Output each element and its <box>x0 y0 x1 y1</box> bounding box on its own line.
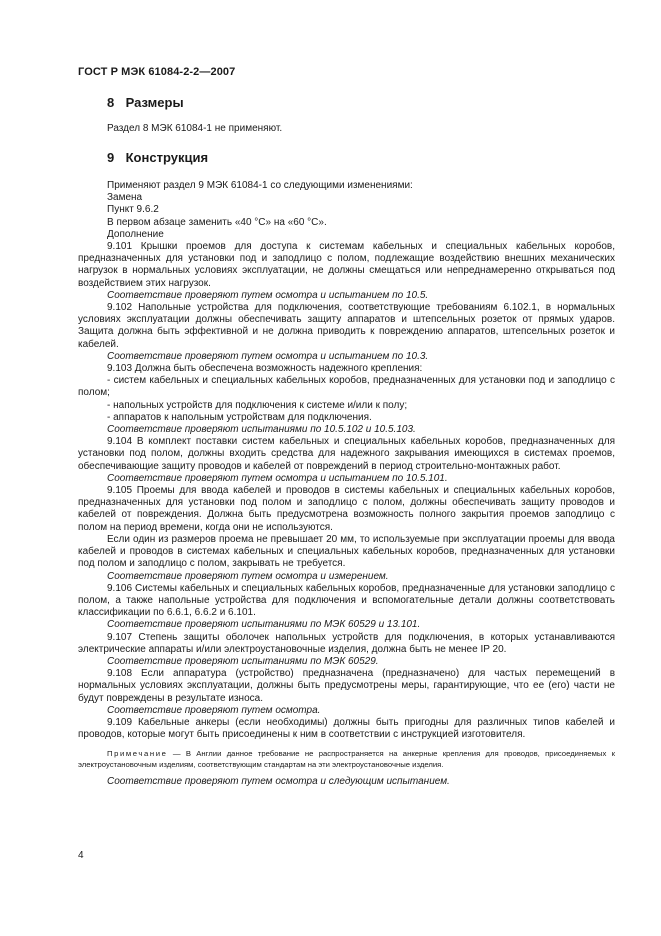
compliance-9-107: Соответствие проверяют испытаниями по МЭК 60529. <box>107 655 379 667</box>
intro-line: В первом абзаце заменить «40 °С» на «60 °С». <box>107 216 327 228</box>
section-9-number: 9 <box>107 150 115 165</box>
clause-9-106: 9.106 Системы кабельных и специальных кабельных коробов, предназначенные для установки заподлицо с полом, а также напольные устройства для подключения и вспомогательные детали должны соответствовать классификации по 6.6.1, 6.6.2 и 6.101. <box>78 582 615 619</box>
section-8-number: 8 <box>107 95 115 110</box>
compliance-9-103: Соответствие проверяют испытаниями по 10.5.102 и 10.5.103. <box>107 424 416 436</box>
section-8-text: Раздел 8 МЭК 61084-1 не применяют. <box>107 123 283 134</box>
clause-9-108: 9.108 Если аппаратура (устройство) предназначена (предназначено) для частых перемещений в нормальных условиях эксплуатации, должны быть предусмотрены меры, гарантирующие, что ее (его) части не будут повреждены в результате износа. <box>78 668 615 704</box>
compliance-9-105: Соответствие проверяют путем осмотра и измерением. <box>107 570 389 582</box>
note-text: — В Англии данное требование не распространяется на анкерные крепления для проводов, присоединяемых к электроустановочным изделиям, соответствующим стандартам на эти электроустановочные изделия. <box>78 749 615 770</box>
clause-9-105-continued: Если один из размеров проема не превышает 20 мм, то используемые при эксплуатации проемы для ввода кабелей и проводов в системах кабельных и специальных кабельных коробов, предназначенных для установки под полом и заподлицо с полом, закрывать не требуется. <box>78 533 615 570</box>
section-9-heading <box>107 150 208 165</box>
clause-9-101: 9.101 Крышки проемов для доступа к системам кабельных и специальных кабельных коробов, предназначенных для установки под и заподлицо с полом, подлежащие воздействию внешних механических нагрузок в нормальных условиях эксплуатации, не должны смещаться или непреднамеренно открываться под воздействием этих нагрузок. <box>78 241 615 289</box>
list-item-9-103: - аппаратов к напольным устройствам для подключения. <box>107 411 372 423</box>
intro-line: Дополнение <box>107 228 164 240</box>
compliance-9-108: Соответствие проверяют путем осмотра. <box>107 704 321 716</box>
intro-line: Пункт 9.6.2 <box>107 204 159 216</box>
compliance-9-104: Соответствие проверяют путем осмотра и испытанием по 10.5.101. <box>107 472 448 484</box>
clause-9-104: 9.104 В комплект поставки систем кабельных и специальных кабельных коробов, предназначенных для установки под полом, должны входить средства для надежного закрывания имеющихся в системах проемов, обеспечивающие защиту проводов и кабелей от повреждений в период строительно-монтажных работ. <box>78 436 615 472</box>
intro-line: Замена <box>107 192 143 204</box>
section-9-body <box>78 180 615 789</box>
list-item-9-103: - напольных устройств для подключения к системе и/или к полу; <box>107 399 408 411</box>
document-header: ГОСТ Р МЭК 61084-2-2—2007 <box>78 66 236 78</box>
compliance-9-109: Соответствие проверяют путем осмотра и следующим испытанием. <box>107 776 450 788</box>
note-label: Примечание <box>107 749 168 759</box>
section-8-heading <box>107 95 184 110</box>
intro-line: Применяют раздел 9 МЭК 61084-1 со следующими изменениями: <box>107 180 413 191</box>
clause-9-109: 9.109 Кабельные анкеры (если необходимы) должны быть пригодны для различных типов кабелей и проводов, которые могут быть присоединены к ним в соответствии с инструкцией изготовителя. <box>78 716 615 741</box>
compliance-9-101: Соответствие проверяют путем осмотра и испытанием по 10.5. <box>107 289 429 301</box>
list-item-9-103: - систем кабельных и специальных кабельных коробов, предназначенных для установки под и заподлицо с полом; <box>78 375 615 399</box>
note <box>78 748 615 770</box>
clause-9-105: 9.105 Проемы для ввода кабелей и проводов в системы кабельных и специальных кабельных коробов, предназначенных для установки под полом и заподлицо с полом, должны обеспечивать защиту проводов и кабелей от повреждения. Должна быть предусмотрена возможность полного закрытия проемов заподлицо с полом на период времени, когда они не используются. <box>78 485 615 533</box>
section-9-title: Конструкция <box>125 150 209 165</box>
clause-9-103: 9.103 Должна быть обеспечена возможность надежного крепления: <box>107 363 423 375</box>
page-number: 4 <box>78 850 84 861</box>
compliance-9-106: Соответствие проверяют испытаниями по МЭК 60529 и 13.101. <box>107 619 421 631</box>
clause-9-107: 9.107 Степень защиты оболочек напольных устройств для подключения, в которых устанавливаются электрические аппараты и/или электроустановочные изделия, должна быть не менее IP 20. <box>78 631 615 655</box>
compliance-9-102: Соответствие проверяют путем осмотра и испытанием по 10.3. <box>107 350 429 362</box>
section-8-body <box>78 123 615 135</box>
clause-9-102: 9.102 Напольные устройства для подключения, соответствующие требованиям 6.102.1, в нормальных условиях эксплуатации должны обеспечивать защиту аппаратов и штепсельных розеток от прямых ударов. Защита должна быть эффективной и не должна приводить к повреждению аппаратов, штепсельных розеток и кабелей. <box>78 302 615 350</box>
section-8-title: Размеры <box>125 95 184 110</box>
